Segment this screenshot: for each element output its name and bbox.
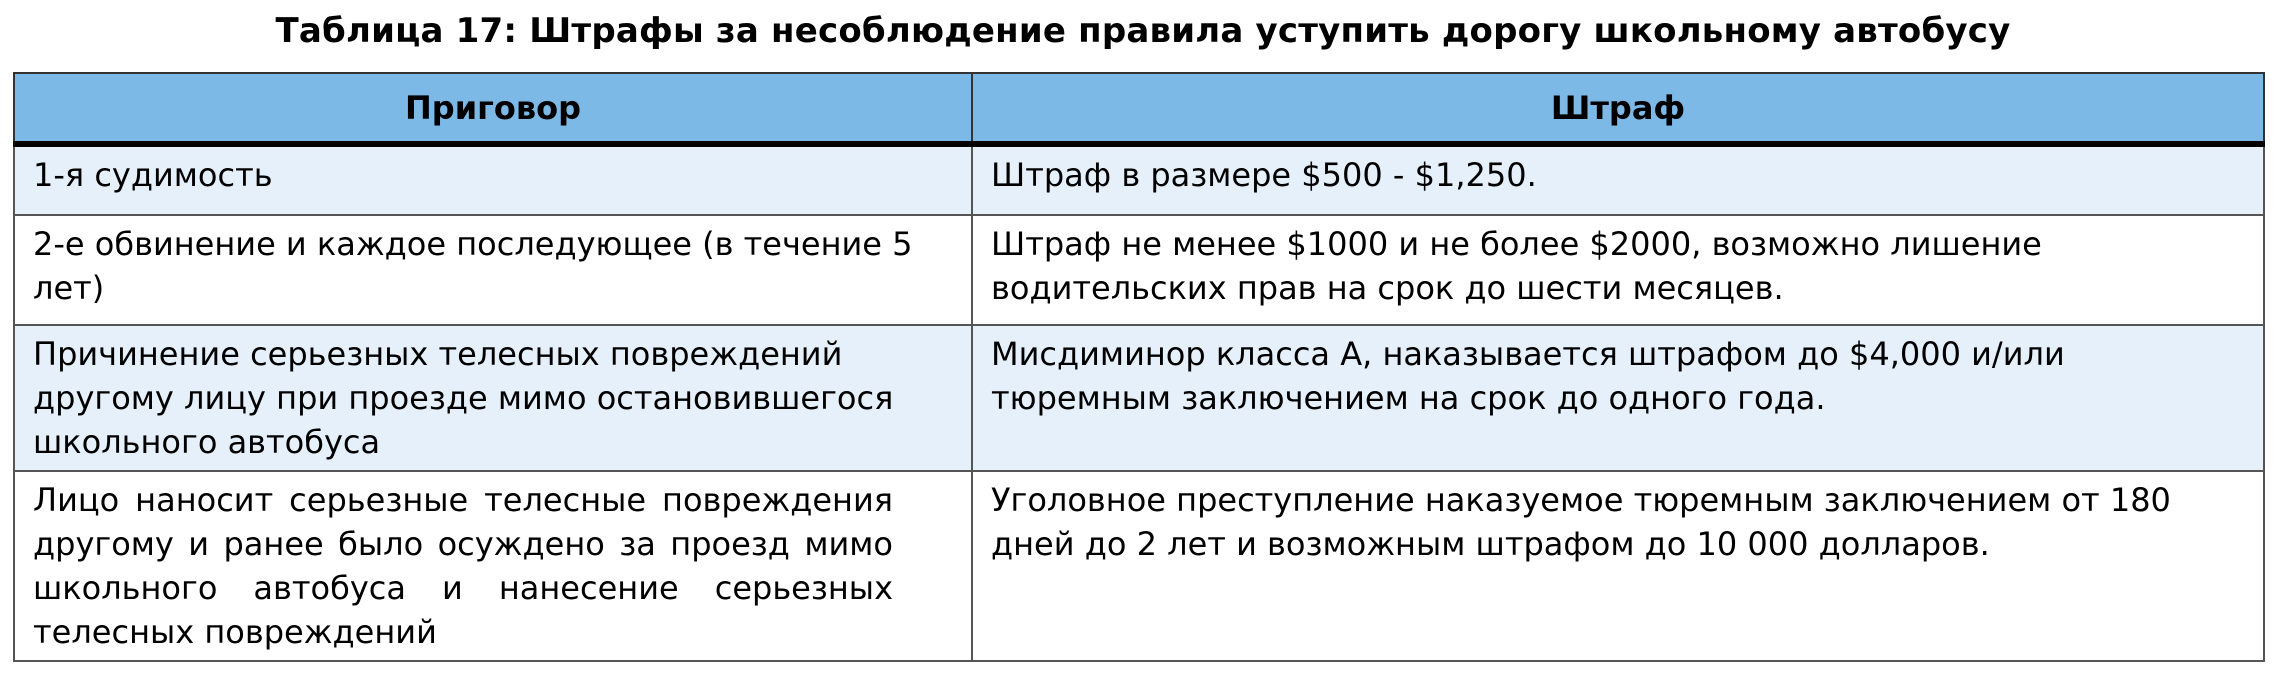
fine-cell: Уголовное преступление наказуемое тюремным заключением от 180 дней до 2 лет и возможным штрафом до 10 000 долларов. <box>972 471 2264 661</box>
fine-cell: Штраф в размере $500 - $1,250. <box>972 144 2264 215</box>
sentence-cell <box>14 471 972 661</box>
table-row <box>14 471 2264 661</box>
sentence-cell: Причинение серьезных телесных повреждений другому лицу при проезде мимо остановившегося школьного автобуса <box>14 325 972 471</box>
sentence-cell: 1-я судимость <box>14 144 972 215</box>
column-header-sentence: Приговор <box>14 73 972 144</box>
fine-cell: Штраф не менее $1000 и не более $2000, возможно лишение водительских прав на срок до шести месяцев. <box>972 215 2264 325</box>
sentence-text: Лицо наносит серьезные телесные повреждения другому и ранее было осуждено за проезд мимо школьного автобуса и нанесение серьезных телесных повреждений <box>33 481 893 651</box>
fine-cell: Мисдиминор класса A, наказывается штрафом до $4,000 и/или тюремным заключением на срок до одного года. <box>972 325 2264 471</box>
column-header-fine: Штраф <box>972 73 2264 144</box>
sentence-cell: 2-е обвинение и каждое последующее (в течение 5 лет) <box>14 215 972 325</box>
table-row <box>14 325 2264 471</box>
table-row <box>14 215 2264 325</box>
table-title: Таблица 17: Штрафы за несоблюдение правила уступить дорогу школьному автобусу <box>275 11 2011 51</box>
table-row <box>14 144 2264 215</box>
table-header-row <box>14 73 2264 144</box>
fines-table <box>13 72 2265 662</box>
